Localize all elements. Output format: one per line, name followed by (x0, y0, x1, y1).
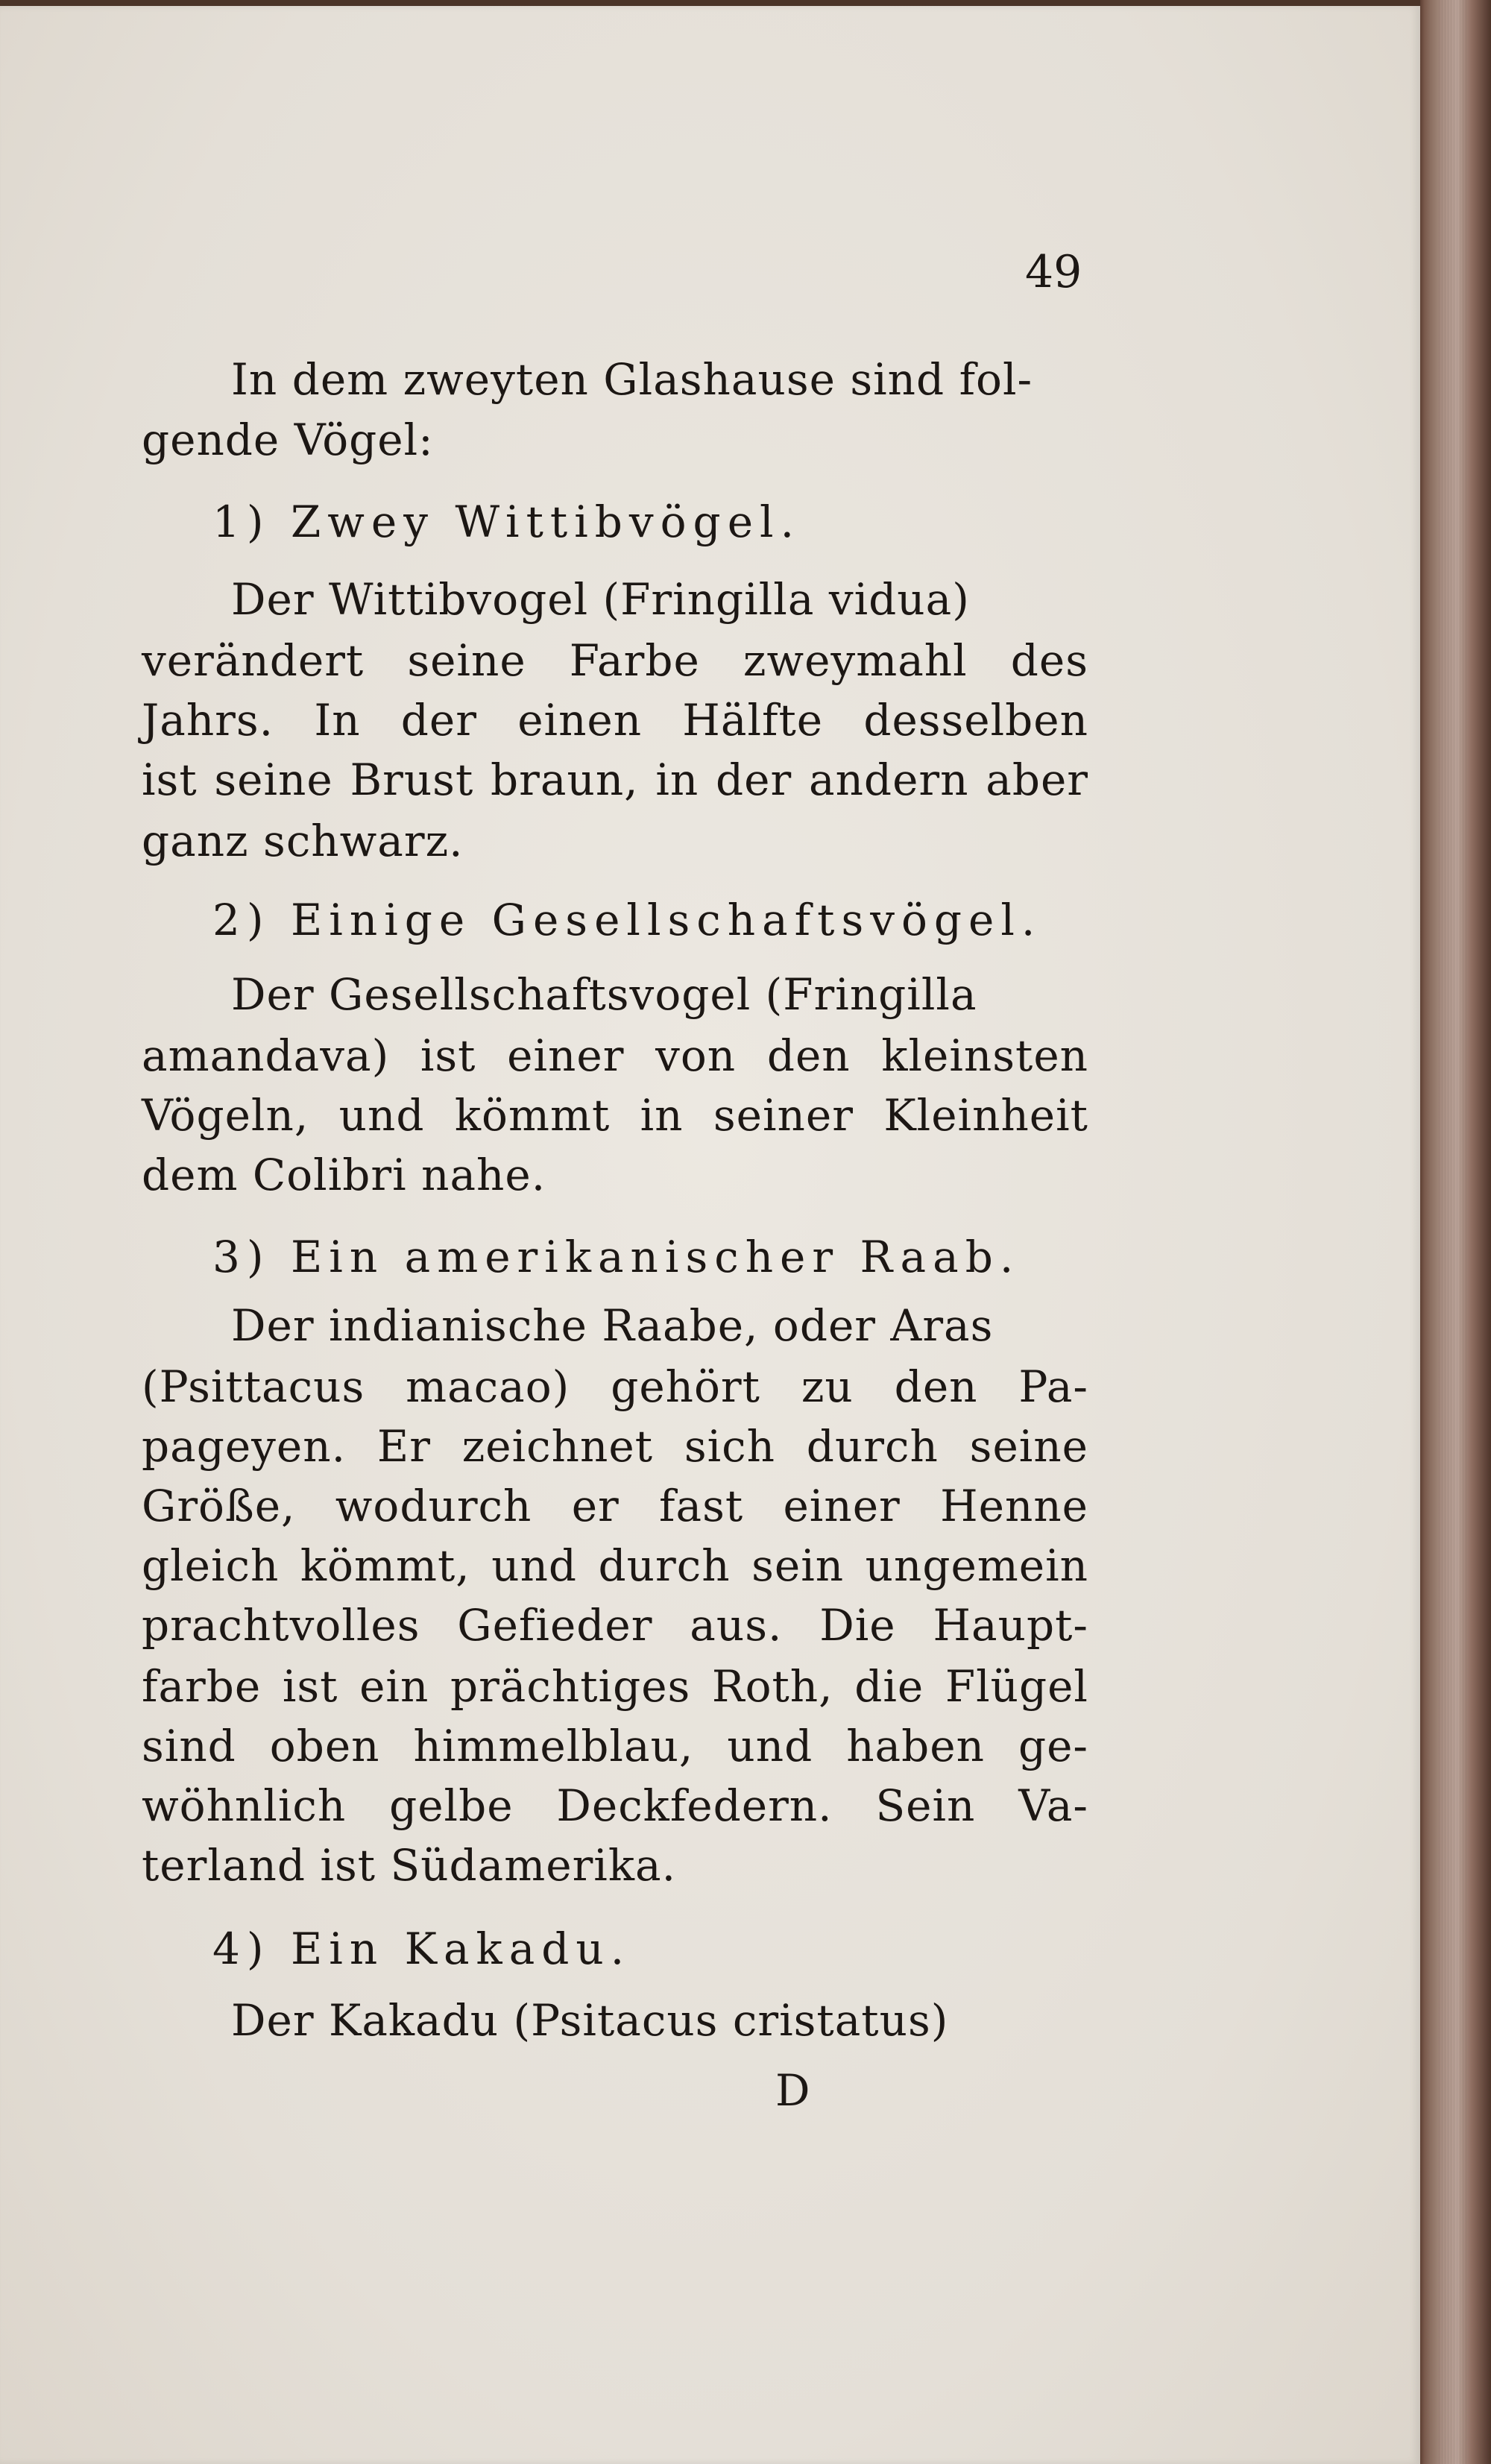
text-line: Der Wittibvogel (Fringilla vidua) (231, 574, 970, 625)
text-line: Jahrs. In der einen Hälfte desselben (142, 695, 1088, 746)
text-line: Der indianische Raabe, oder Aras (231, 1300, 994, 1351)
text-line: amandava) ist einer von den kleinsten (142, 1030, 1088, 1081)
text-line: farbe ist ein prächtiges Roth, die Flügel (142, 1661, 1088, 1712)
text-line: pageyen. Er zeichnet sich durch seine (142, 1421, 1088, 1472)
text-line: ganz schwarz. (142, 816, 464, 866)
section-heading: 3) Ein amerikanischer Raab. (212, 1232, 1021, 1282)
text-line: verändert seine Farbe zweymahl des (142, 635, 1088, 686)
text-line: gleich kömmt, und durch sein ungemein (142, 1540, 1088, 1591)
text-line: Vögeln, und kömmt in seiner Kleinheit (142, 1090, 1088, 1141)
text-line: gende Vögel: (142, 415, 434, 465)
text-line: prachtvolles Gefieder aus. Die Haupt- (142, 1600, 1088, 1651)
text-line: wöhnlich gelbe Deckfedern. Sein Va- (142, 1780, 1088, 1831)
section-heading: 4) Ein Kakadu. (212, 1923, 631, 1974)
text-line: ist seine Brust braun, in der andern aber (142, 754, 1088, 805)
section-heading: 1) Zwey Wittibvögel. (212, 497, 801, 547)
text-line: (Psittacus macao) gehört zu den Pa- (142, 1361, 1088, 1412)
text-line: dem Colibri nahe. (142, 1150, 546, 1200)
signature-mark: D (775, 2065, 810, 2116)
section-heading: 2) Einige Gesellschaftsvögel. (212, 895, 1042, 945)
text-line: Größe, wodurch er fast einer Henne (142, 1481, 1088, 1531)
page-block-lines (1439, 0, 1469, 2464)
text-line: terland ist Südamerika. (142, 1840, 677, 1891)
text-line: sind oben himmelblau, und haben ge- (142, 1721, 1088, 1771)
text-line: In dem zweyten Glashause sind fol- (231, 354, 1033, 405)
page-number: 49 (1025, 246, 1082, 298)
text-line: Der Gesellschaftsvogel (Fringilla (231, 969, 977, 1020)
text-line: Der Kakadu (Psitacus cristatus) (231, 1995, 949, 2046)
